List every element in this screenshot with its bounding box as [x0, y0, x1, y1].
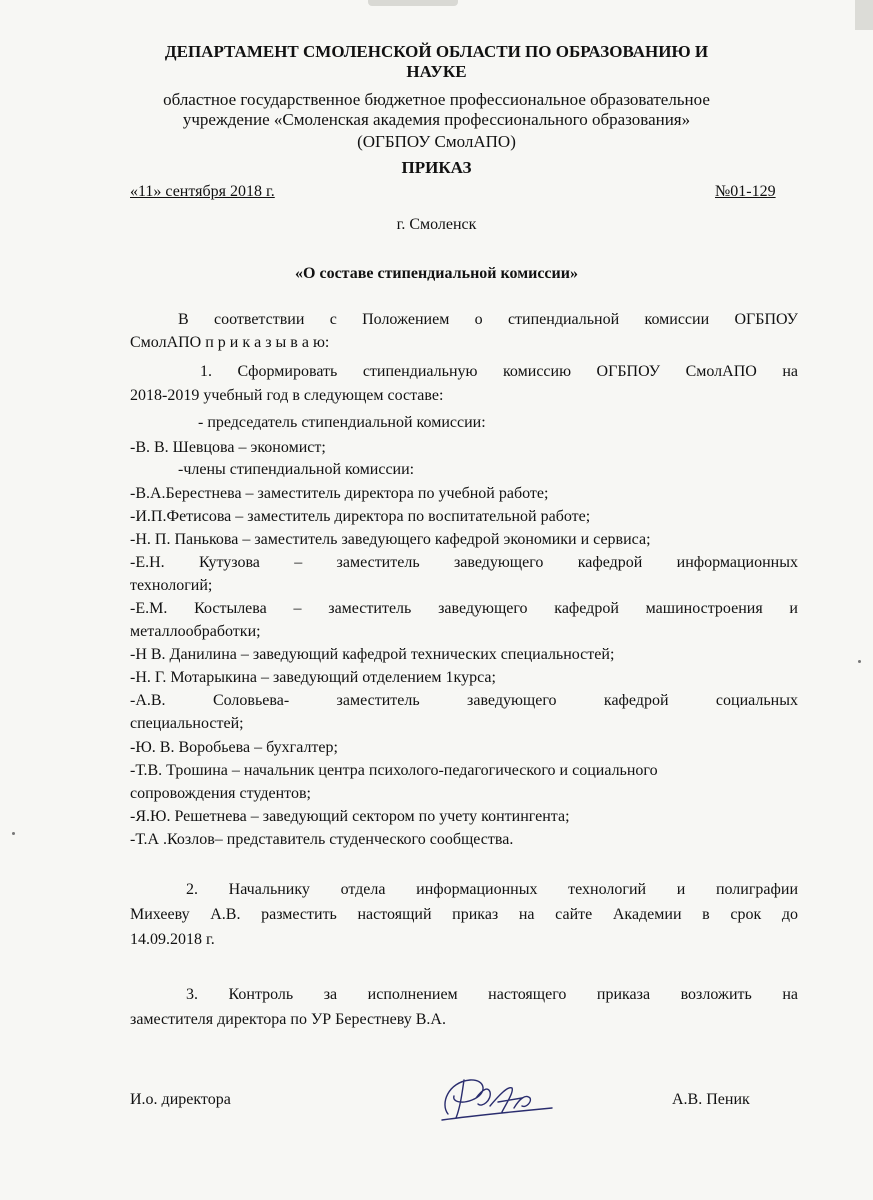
member-line: сопровождения студентов; — [130, 785, 311, 802]
member-line: -Т.В. Трошина – начальник центра психолого-педагогического и социального — [130, 762, 658, 779]
department-line-1: ДЕПАРТАМЕНТ СМОЛЕНСКОЙ ОБЛАСТИ ПО ОБРАЗОВАНИЮ И — [164, 42, 709, 61]
member-line: специальностей; — [130, 715, 244, 732]
city: г. Смоленск — [396, 216, 477, 233]
member-line: -Т.А .Козлов– представитель студенческого сообщества. — [130, 831, 514, 848]
item1-line-2: 2018-2019 учебный год в следующем составе: — [130, 387, 444, 404]
item1-line-1: 1. Сформировать стипендиальную комиссию ОГБПОУ СмолАПО на — [200, 363, 798, 380]
department-line-2: НАУКЕ — [406, 62, 467, 81]
item2-line-1: 2. Начальнику отдела информационных технологий и полиграфии — [186, 881, 798, 898]
member-line: -Ю. В. Воробьева – бухгалтер; — [130, 739, 338, 756]
scan-dot — [12, 832, 15, 835]
order-title: «О составе стипендиальной комиссии» — [295, 265, 578, 282]
member-line: -А.В. Соловьева- заместитель заведующего кафедрой социальных — [130, 692, 798, 709]
chair-member: -В. В. Шевцова – экономист; — [130, 439, 326, 456]
scan-smudge — [368, 0, 458, 6]
member-line: -Н. П. Панькова – заместитель заведующего кафедрой экономики и сервиса; — [130, 531, 651, 548]
item3-line-2: заместителя директора по УР Берестневу В.А. — [130, 1011, 446, 1028]
member-line: -Е.Н. Кутузова – заместитель заведующего кафедрой информационных — [130, 554, 798, 571]
scan-edge-mark — [855, 0, 873, 30]
item3-line-1: 3. Контроль за исполнением настоящего приказа возложить на — [186, 986, 798, 1003]
member-line: -Я.Ю. Решетнева – заведующий сектором по учету контингента; — [130, 808, 570, 825]
member-line: -И.П.Фетисова – заместитель директора по воспитательной работе; — [130, 508, 591, 525]
member-line: -В.А.Берестнева – заместитель директора по учебной работе; — [130, 485, 549, 502]
handwritten-signature — [430, 1068, 560, 1128]
institution-line-1: областное государственное бюджетное профессиональное образовательное — [163, 90, 710, 109]
item2-line-2: Михееву А.В. разместить настоящий приказ на сайте Академии в срок до — [130, 906, 798, 923]
member-line: -Е.М. Костылева – заместитель заведующего кафедрой машиностроения и — [130, 600, 798, 617]
signatory-name: А.В. Пеник — [672, 1091, 750, 1108]
order-date: «11» сентября 2018 г. — [130, 183, 275, 200]
order-number: №01-129 — [715, 183, 776, 200]
item2-line-3: 14.09.2018 г. — [130, 931, 215, 948]
member-line: -Н. Г. Мотарыкина – заведующий отделением 1курса; — [130, 669, 496, 686]
members-heading: -члены стипендиальной комиссии: — [178, 461, 415, 478]
member-line: технологий; — [130, 577, 213, 594]
institution-abbr: (ОГБПОУ СмолАПО) — [357, 132, 516, 151]
doc-type-heading: ПРИКАЗ — [401, 158, 472, 177]
preamble-line-1: В соответствии с Положением о стипендиальной комиссии ОГБПОУ — [178, 311, 798, 328]
chair-heading: - председатель стипендиальной комиссии: — [198, 414, 486, 431]
signatory-position: И.о. директора — [130, 1091, 231, 1108]
member-line: -Н В. Данилина – заведующий кафедрой технических специальностей; — [130, 646, 615, 663]
institution-line-2: учреждение «Смоленская академия профессионального образования» — [182, 110, 691, 129]
member-line: металлообработки; — [130, 623, 261, 640]
scan-dot — [858, 660, 861, 663]
preamble-line-2: СмолАПО п р и к а з ы в а ю: — [130, 334, 330, 351]
